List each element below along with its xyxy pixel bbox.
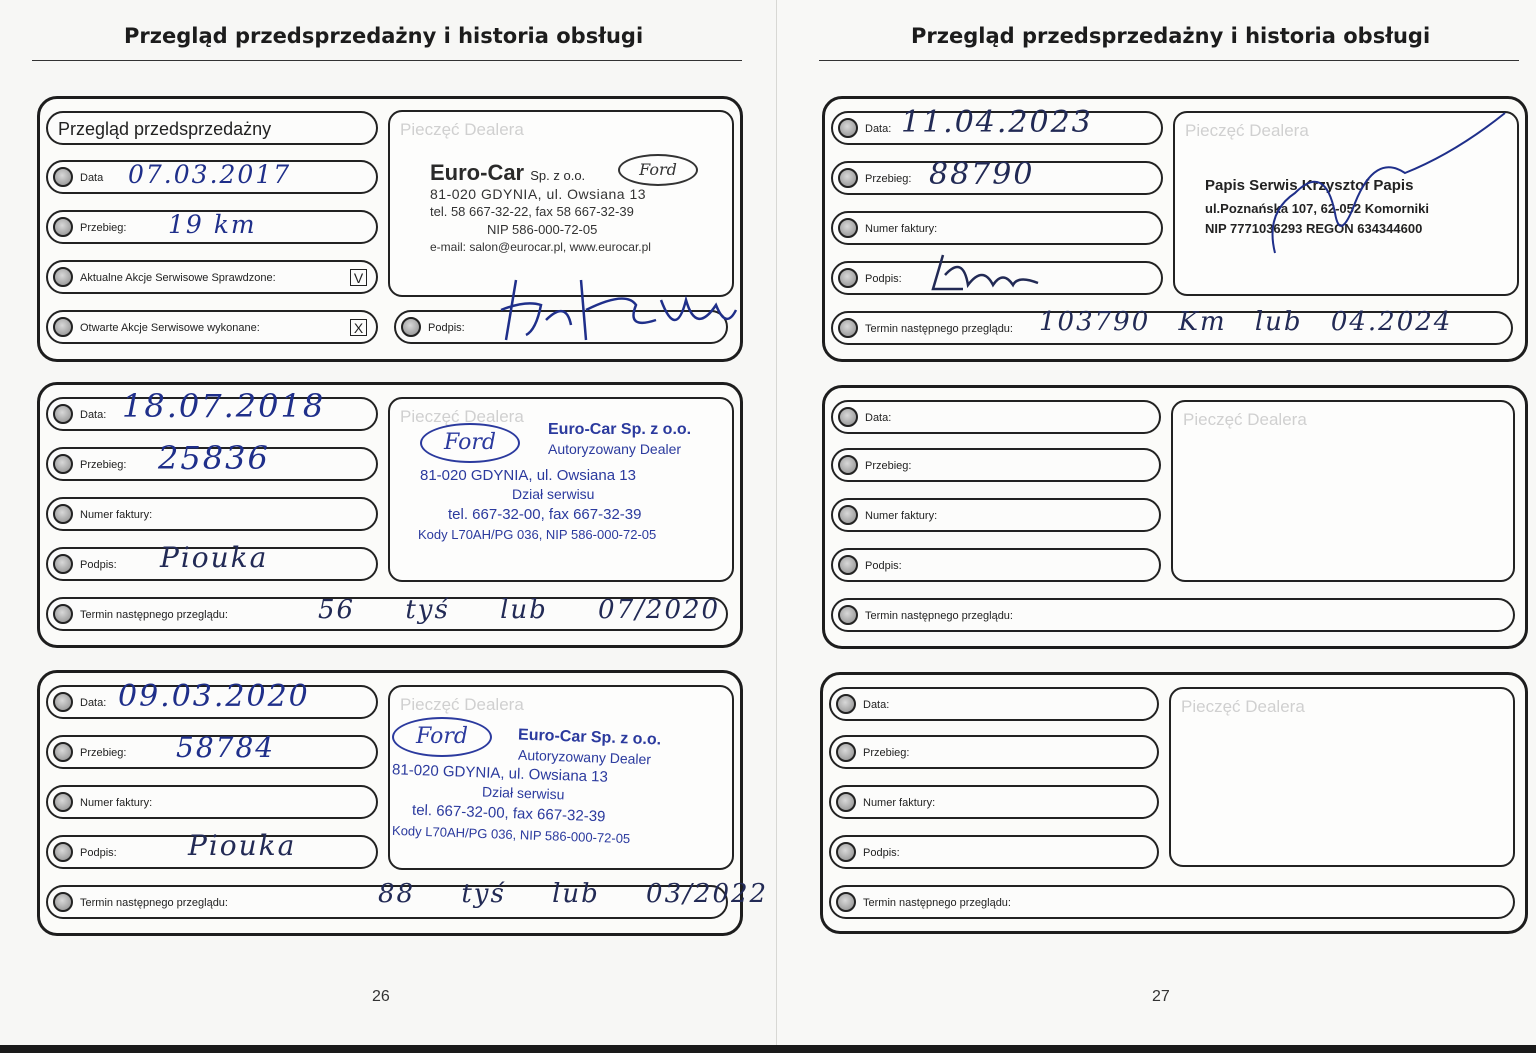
- field-label: Data:: [865, 412, 892, 424]
- field-label: Aktualne Akcje Serwisowe Sprawdzone:: [80, 272, 276, 284]
- mileage-value: 19 km: [168, 210, 257, 239]
- stamp-caption: Pieczęć Dealera: [1183, 410, 1307, 429]
- mileage-field[interactable]: [46, 731, 378, 769]
- stamp-subtitle: Autoryzowany Dealer: [548, 441, 682, 457]
- field-label: Numer faktury:: [863, 797, 936, 809]
- service-card: [820, 672, 1528, 934]
- dealer-stamp-box: [388, 685, 734, 870]
- radio-dot-icon: [53, 842, 73, 862]
- date-field[interactable]: [831, 400, 1161, 434]
- signature-field[interactable]: [394, 310, 728, 344]
- stamp-line: Kody L70AH/PG 036, NIP 586-000-72-05: [391, 822, 631, 847]
- radio-dot-icon: [838, 407, 858, 427]
- field-label: Podpis:: [428, 322, 465, 334]
- stamp-line: tel. 667-32-00, fax 667-32-39: [411, 801, 606, 826]
- stamp-line: 81-020 GDYNIA, ul. Owsiana 13: [391, 761, 609, 786]
- field-label: Termin następnego przeglądu:: [865, 323, 1013, 335]
- next-service-field[interactable]: [829, 885, 1515, 919]
- date-field[interactable]: [829, 687, 1159, 721]
- date-value: 11.04.2023: [901, 105, 1093, 140]
- date-field[interactable]: [46, 679, 378, 719]
- radio-dot-icon: [53, 892, 73, 912]
- stamp-company: [430, 160, 585, 186]
- signature-field[interactable]: [829, 835, 1159, 869]
- stamp-line: tel. 58 667-32-22, fax 58 667-32-39: [430, 204, 634, 219]
- stamp-line: e-mail: salon@eurocar.pl, www.eurocar.pl: [430, 240, 651, 254]
- page-number: 26: [372, 988, 390, 1005]
- ford-logo-icon: Ford: [618, 154, 698, 186]
- actions-checked-checkbox[interactable]: V: [350, 269, 367, 286]
- field-label: Data:: [80, 409, 107, 421]
- next-service-value: 88 tyś lub 03/2022: [378, 879, 769, 909]
- stamp-caption: Pieczęć Dealera: [400, 695, 524, 714]
- field-label: Data: [80, 172, 104, 184]
- invoice-field[interactable]: [831, 498, 1161, 532]
- date-value: 18.07.2018: [122, 387, 326, 425]
- signature-field[interactable]: [831, 548, 1161, 582]
- field-label: Przebieg:: [863, 747, 910, 759]
- radio-dot-icon: [53, 792, 73, 812]
- invoice-field[interactable]: [829, 785, 1159, 819]
- radio-dot-icon: [838, 505, 858, 525]
- next-service-field[interactable]: [46, 879, 769, 919]
- ford-logo-icon: Ford: [420, 423, 520, 463]
- radio-dot-icon: [838, 318, 858, 338]
- radio-dot-icon: [838, 605, 858, 625]
- radio-dot-icon: [53, 604, 73, 624]
- radio-dot-icon: [838, 455, 858, 475]
- stamp-company: Euro-Car Sp. z o.o.: [548, 421, 692, 438]
- field-label: Termin następnego przeglądu:: [863, 897, 1011, 909]
- stamp-subtitle: Autoryzowany Dealer: [517, 746, 652, 768]
- invoice-field[interactable]: [46, 497, 378, 531]
- dealer-stamp-box: [1173, 111, 1519, 296]
- field-label: Przebieg:: [865, 173, 912, 185]
- signature-field[interactable]: [46, 829, 378, 869]
- stamp-caption: Pieczęć Dealera: [1185, 121, 1309, 140]
- stamp-line: Papis Serwis Krzysztof Papis: [1205, 177, 1414, 194]
- radio-dot-icon: [838, 268, 858, 288]
- field-label: Data:: [865, 123, 892, 135]
- next-service-value: 56 tyś lub 07/2020: [318, 595, 721, 625]
- ford-logo-icon: Ford: [392, 717, 492, 757]
- stamp-line: NIP 7771036293 REGON 634344600: [1205, 221, 1423, 236]
- mileage-field[interactable]: [46, 439, 378, 481]
- radio-dot-icon: [53, 317, 73, 337]
- field-label: Numer faktury:: [80, 797, 153, 809]
- signature-field[interactable]: [46, 541, 378, 581]
- field-label: Przebieg:: [80, 459, 127, 471]
- radio-dot-icon: [53, 404, 73, 424]
- radio-dot-icon: [53, 267, 73, 287]
- radio-dot-icon: [53, 504, 73, 524]
- invoice-field[interactable]: [831, 211, 1163, 245]
- radio-dot-icon: [838, 555, 858, 575]
- radio-dot-icon: [836, 892, 856, 912]
- service-card: [822, 96, 1528, 362]
- mileage-value: 25836: [158, 439, 270, 477]
- signature-field[interactable]: [831, 261, 1163, 295]
- radio-dot-icon: [53, 742, 73, 762]
- next-service-field[interactable]: [46, 597, 728, 631]
- field-label: Numer faktury:: [865, 510, 938, 522]
- field-label: Przebieg:: [80, 222, 127, 234]
- date-value: 09.03.2020: [118, 679, 310, 714]
- service-card: [37, 382, 743, 648]
- radio-dot-icon: [53, 217, 73, 237]
- stamp-line: NIP 586-000-72-05: [487, 222, 598, 237]
- stamp-company-suffix: Sp. z o.o.: [530, 168, 586, 183]
- field-label: Podpis:: [863, 847, 900, 859]
- radio-dot-icon: [401, 317, 421, 337]
- date-value: 07.03.2017: [128, 160, 292, 189]
- field-label: Podpis:: [865, 273, 902, 285]
- radio-dot-icon: [838, 118, 858, 138]
- service-card: [822, 385, 1528, 649]
- field-label: Przebieg:: [80, 747, 127, 759]
- radio-dot-icon: [836, 694, 856, 714]
- radio-dot-icon: [53, 554, 73, 574]
- stamp-line: 81-020 GDYNIA, ul. Owsiana 13: [430, 186, 647, 202]
- right-page: [777, 0, 1536, 1045]
- invoice-field[interactable]: [46, 785, 378, 819]
- dealer-stamp-box: [1169, 687, 1515, 867]
- field-label: Podpis:: [80, 847, 117, 859]
- handwritten-signature: [923, 245, 1063, 295]
- page-title: Przegląd przedsprzedażny i historia obsługi: [124, 24, 644, 48]
- date-field[interactable]: [46, 387, 378, 431]
- title-divider: [819, 60, 1519, 61]
- radio-dot-icon: [53, 692, 73, 712]
- mileage-field[interactable]: [46, 210, 378, 244]
- service-card: [37, 670, 769, 936]
- radio-dot-icon: [53, 167, 73, 187]
- handwritten-signature: [486, 260, 746, 350]
- dealer-stamp-box: [1171, 400, 1515, 582]
- stamp-company: Euro-Car Sp. z o.o.: [517, 726, 662, 749]
- mileage-value: 88790: [929, 157, 1035, 192]
- stamp-line: Dział serwisu: [512, 486, 595, 502]
- next-service-field[interactable]: [831, 307, 1513, 345]
- stamp-line: Dział serwisu: [481, 783, 565, 803]
- dealer-stamp-box: [388, 397, 734, 582]
- date-field[interactable]: [831, 105, 1163, 145]
- stamp-line: Kody L70AH/PG 036, NIP 586-000-72-05: [418, 527, 657, 542]
- radio-dot-icon: [836, 842, 856, 862]
- mileage-field[interactable]: [831, 157, 1163, 195]
- radio-dot-icon: [836, 742, 856, 762]
- radio-dot-icon: [836, 792, 856, 812]
- field-label: Termin następnego przeglądu:: [865, 610, 1013, 622]
- stamp-caption: Pieczęć Dealera: [400, 120, 524, 139]
- mileage-field[interactable]: [829, 735, 1159, 769]
- date-field[interactable]: [46, 160, 378, 194]
- signature-value: Piouka: [160, 541, 269, 574]
- field-label: Data:: [80, 697, 107, 709]
- field-label: Data:: [863, 699, 890, 711]
- next-service-value: 103790 Km lub 04.2024: [1039, 307, 1453, 337]
- title-divider: [32, 60, 742, 61]
- field-label: Termin następnego przeglądu:: [80, 609, 228, 621]
- handwritten-signature: [1175, 93, 1515, 273]
- stamp-company-name: Euro-Car: [430, 160, 525, 185]
- page-number: 27: [1152, 988, 1170, 1005]
- radio-dot-icon: [838, 218, 858, 238]
- page-title: Przegląd przedsprzedażny i historia obsługi: [911, 24, 1431, 48]
- field-label: Numer faktury:: [865, 223, 938, 235]
- field-label: Numer faktury:: [80, 509, 153, 521]
- radio-dot-icon: [53, 454, 73, 474]
- stamp-line: ul.Poznańska 107, 62-052 Komorniki: [1205, 201, 1429, 216]
- radio-dot-icon: [838, 168, 858, 188]
- field-label: Otwarte Akcje Serwisowe wykonane:: [80, 322, 260, 334]
- field-label: Przebieg:: [865, 460, 912, 472]
- next-service-field[interactable]: [831, 598, 1515, 632]
- stamp-line: 81-020 GDYNIA, ul. Owsiana 13: [420, 467, 636, 484]
- actions-checked-field[interactable]: [46, 260, 378, 294]
- mileage-value: 58784: [176, 731, 276, 764]
- stamp-caption: Pieczęć Dealera: [400, 407, 524, 426]
- field-label: Podpis:: [865, 560, 902, 572]
- service-card-predelivery: [37, 96, 743, 362]
- stamp-line: tel. 667-32-00, fax 667-32-39: [448, 506, 642, 523]
- mileage-field[interactable]: [831, 448, 1161, 482]
- actions-done-checkbox[interactable]: X: [350, 319, 367, 336]
- actions-done-field[interactable]: [46, 310, 378, 344]
- stamp-caption: Pieczęć Dealera: [1181, 697, 1305, 716]
- card-header: Przegląd przedsprzedażny: [46, 111, 378, 145]
- field-label: Termin następnego przeglądu:: [80, 897, 228, 909]
- field-label: Podpis:: [80, 559, 117, 571]
- signature-value: Piouka: [188, 829, 297, 862]
